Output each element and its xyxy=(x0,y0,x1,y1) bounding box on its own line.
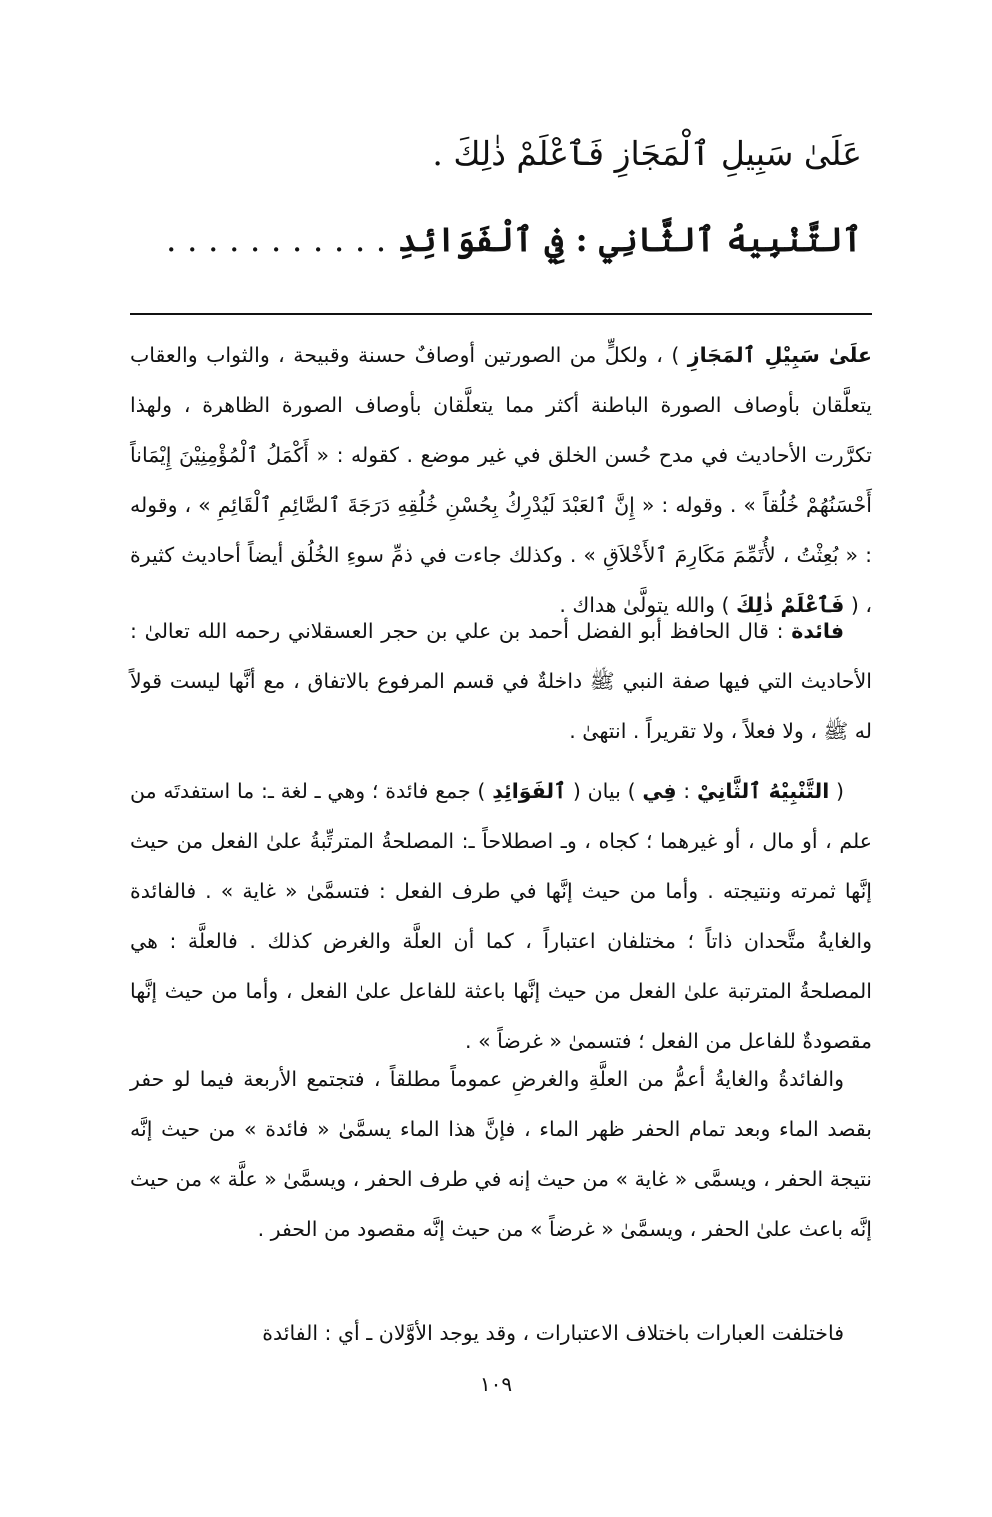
quoted-matn-phrase: التَّنْبِيْهُ ٱلثَّانِيْ xyxy=(696,779,830,803)
quoted-matn-phrase: ٱلفَوَائِدِ xyxy=(492,779,567,803)
paragraph-text: ) بيان ( xyxy=(566,779,643,803)
commentary-paragraph-1 xyxy=(130,330,872,630)
paragraph-text: ) والله يتولَّىٰ هداك . xyxy=(559,593,737,617)
commentary-paragraph-3 xyxy=(130,766,872,1066)
paragraph-text: ) ، ولكلٍّ من الصورتين أوصافٌ حسنة وقبيحة ، والثواب والعقاب يتعلَّقان بأوصاف الصورة الباطنة أكثر مما يتعلَّقان بأوصاف الصورة الظاهرة ، ولهذا تكرَّرت الأحاديث في مدح حُسن الخلق في غير موضع . كقوله : « أَكْمَلُ ٱلْمُؤْمِنِيْنَ إِيْمَاناً أَحْسَنُهُمْ خُلُقاً » . وقوله : « إِنَّ ٱلعَبْدَ لَيُدْرِكُ بِحُسْنِ خُلُقِهِ دَرَجَةَ ٱلصَّائِمِ ٱلْقَائِمِ » ، وقوله : « بُعِثْتُ ، لأُتَمِّمَ مَكَارِمَ ٱلأَخْلاَقِ » . وكذلك جاءت في ذمِّ سوءِ الخُلُق أيضاً أحاديث كثيرة ، ( xyxy=(130,343,872,617)
separator-rule xyxy=(130,313,872,315)
paragraph-text: ) جمع فائدة ؛ وهي ـ لغة ـ: ما استفدتَه من علم ، أو مال ، أو غيرهما ؛ كجاه ، وـ اصطلاحاً ـ: المصلحةُ المترتِّبةُ علىٰ الفعل من حيث إنَّها ثمرته ونتيجته . وأما من حيث إنَّها في طرف الفعل : فتسمَّىٰ « غاية » . فالفائدة والغايةُ متَّحدان ذاتاً ؛ مختلفان اعتباراً ، كما أن العلَّة والغرض كذلك . فالعلَّة : هي المصلحةُ المترتبة علىٰ الفعل من حيث إنَّها باعثة للفاعل علىٰ الفعل ، وأما من حيث إنَّها مقصودةٌ للفاعل من الفعل ؛ فتسمىٰ « غرضاً » . xyxy=(130,779,872,1053)
paragraph-text: : xyxy=(676,779,697,803)
paragraph-text: والفائدةُ والغايةُ أعمُّ من العلَّةِ والغرضِ عموماً مطلقاً ، فتجتمع الأربعة فيما لو حفر بقصد الماء وبعد تمام الحفر ظهر الماء ، فإنَّ هذا الماء يسمَّىٰ « فائدة » من حيث إنَّه نتيجة الحفر ، ويسمَّى « غاية » من حيث إنه في طرف الحفر ، ويسمَّىٰ « علَّة » من حيث إنَّه باعث علىٰ الحفر ، ويسمَّىٰ « غرضاً » من حيث إنَّه مقصود من الحفر . xyxy=(130,1067,872,1241)
paragraph-text: : قال الحافظ أبو الفضل أحمد بن علي بن حجر العسقلاني رحمه الله تعالىٰ : الأحاديث التي فيها صفة النبي ﷺ داخلةٌ في قسم المرفوع بالاتفاق ، مع أنَّها ليست قولاً له ﷺ ، ولا فعلاً ، ولا تقريراً . انتهىٰ . xyxy=(130,619,872,743)
matn-line-1: عَلَىٰ سَبِيلِ ٱلْمَجَازِ فَٱعْلَمْ ذٰلِكَ . xyxy=(432,134,862,173)
faida-label: فائدة xyxy=(791,619,844,643)
matn-heading-line xyxy=(122,218,862,262)
section-heading: ٱلتَّنْبِيهُ ٱلثَّانِي : فِي ٱلْفَوَائِدِ xyxy=(397,220,862,259)
quoted-matn-phrase: علَىٰ سَبِيْلِ ٱلمَجَازِ xyxy=(687,343,872,367)
commentary-paragraph-5 xyxy=(130,1308,872,1358)
commentary-paragraph-2 xyxy=(130,606,872,756)
heading-dot-leader: . . . . . . . . . . . xyxy=(166,220,387,259)
paragraph-text: فاختلفت العبارات باختلاف الاعتبارات ، وقد يوجد الأوَّلان ـ أي : الفائدة xyxy=(262,1321,844,1345)
commentary-paragraph-4 xyxy=(130,1054,872,1254)
paragraph-text: ( xyxy=(829,779,844,803)
page-number: ١٠٩ xyxy=(479,1372,513,1396)
quoted-matn-phrase: فِي xyxy=(642,779,677,803)
quoted-matn-phrase: فَٱعْلَمْ ذٰلِكَ xyxy=(736,593,845,617)
